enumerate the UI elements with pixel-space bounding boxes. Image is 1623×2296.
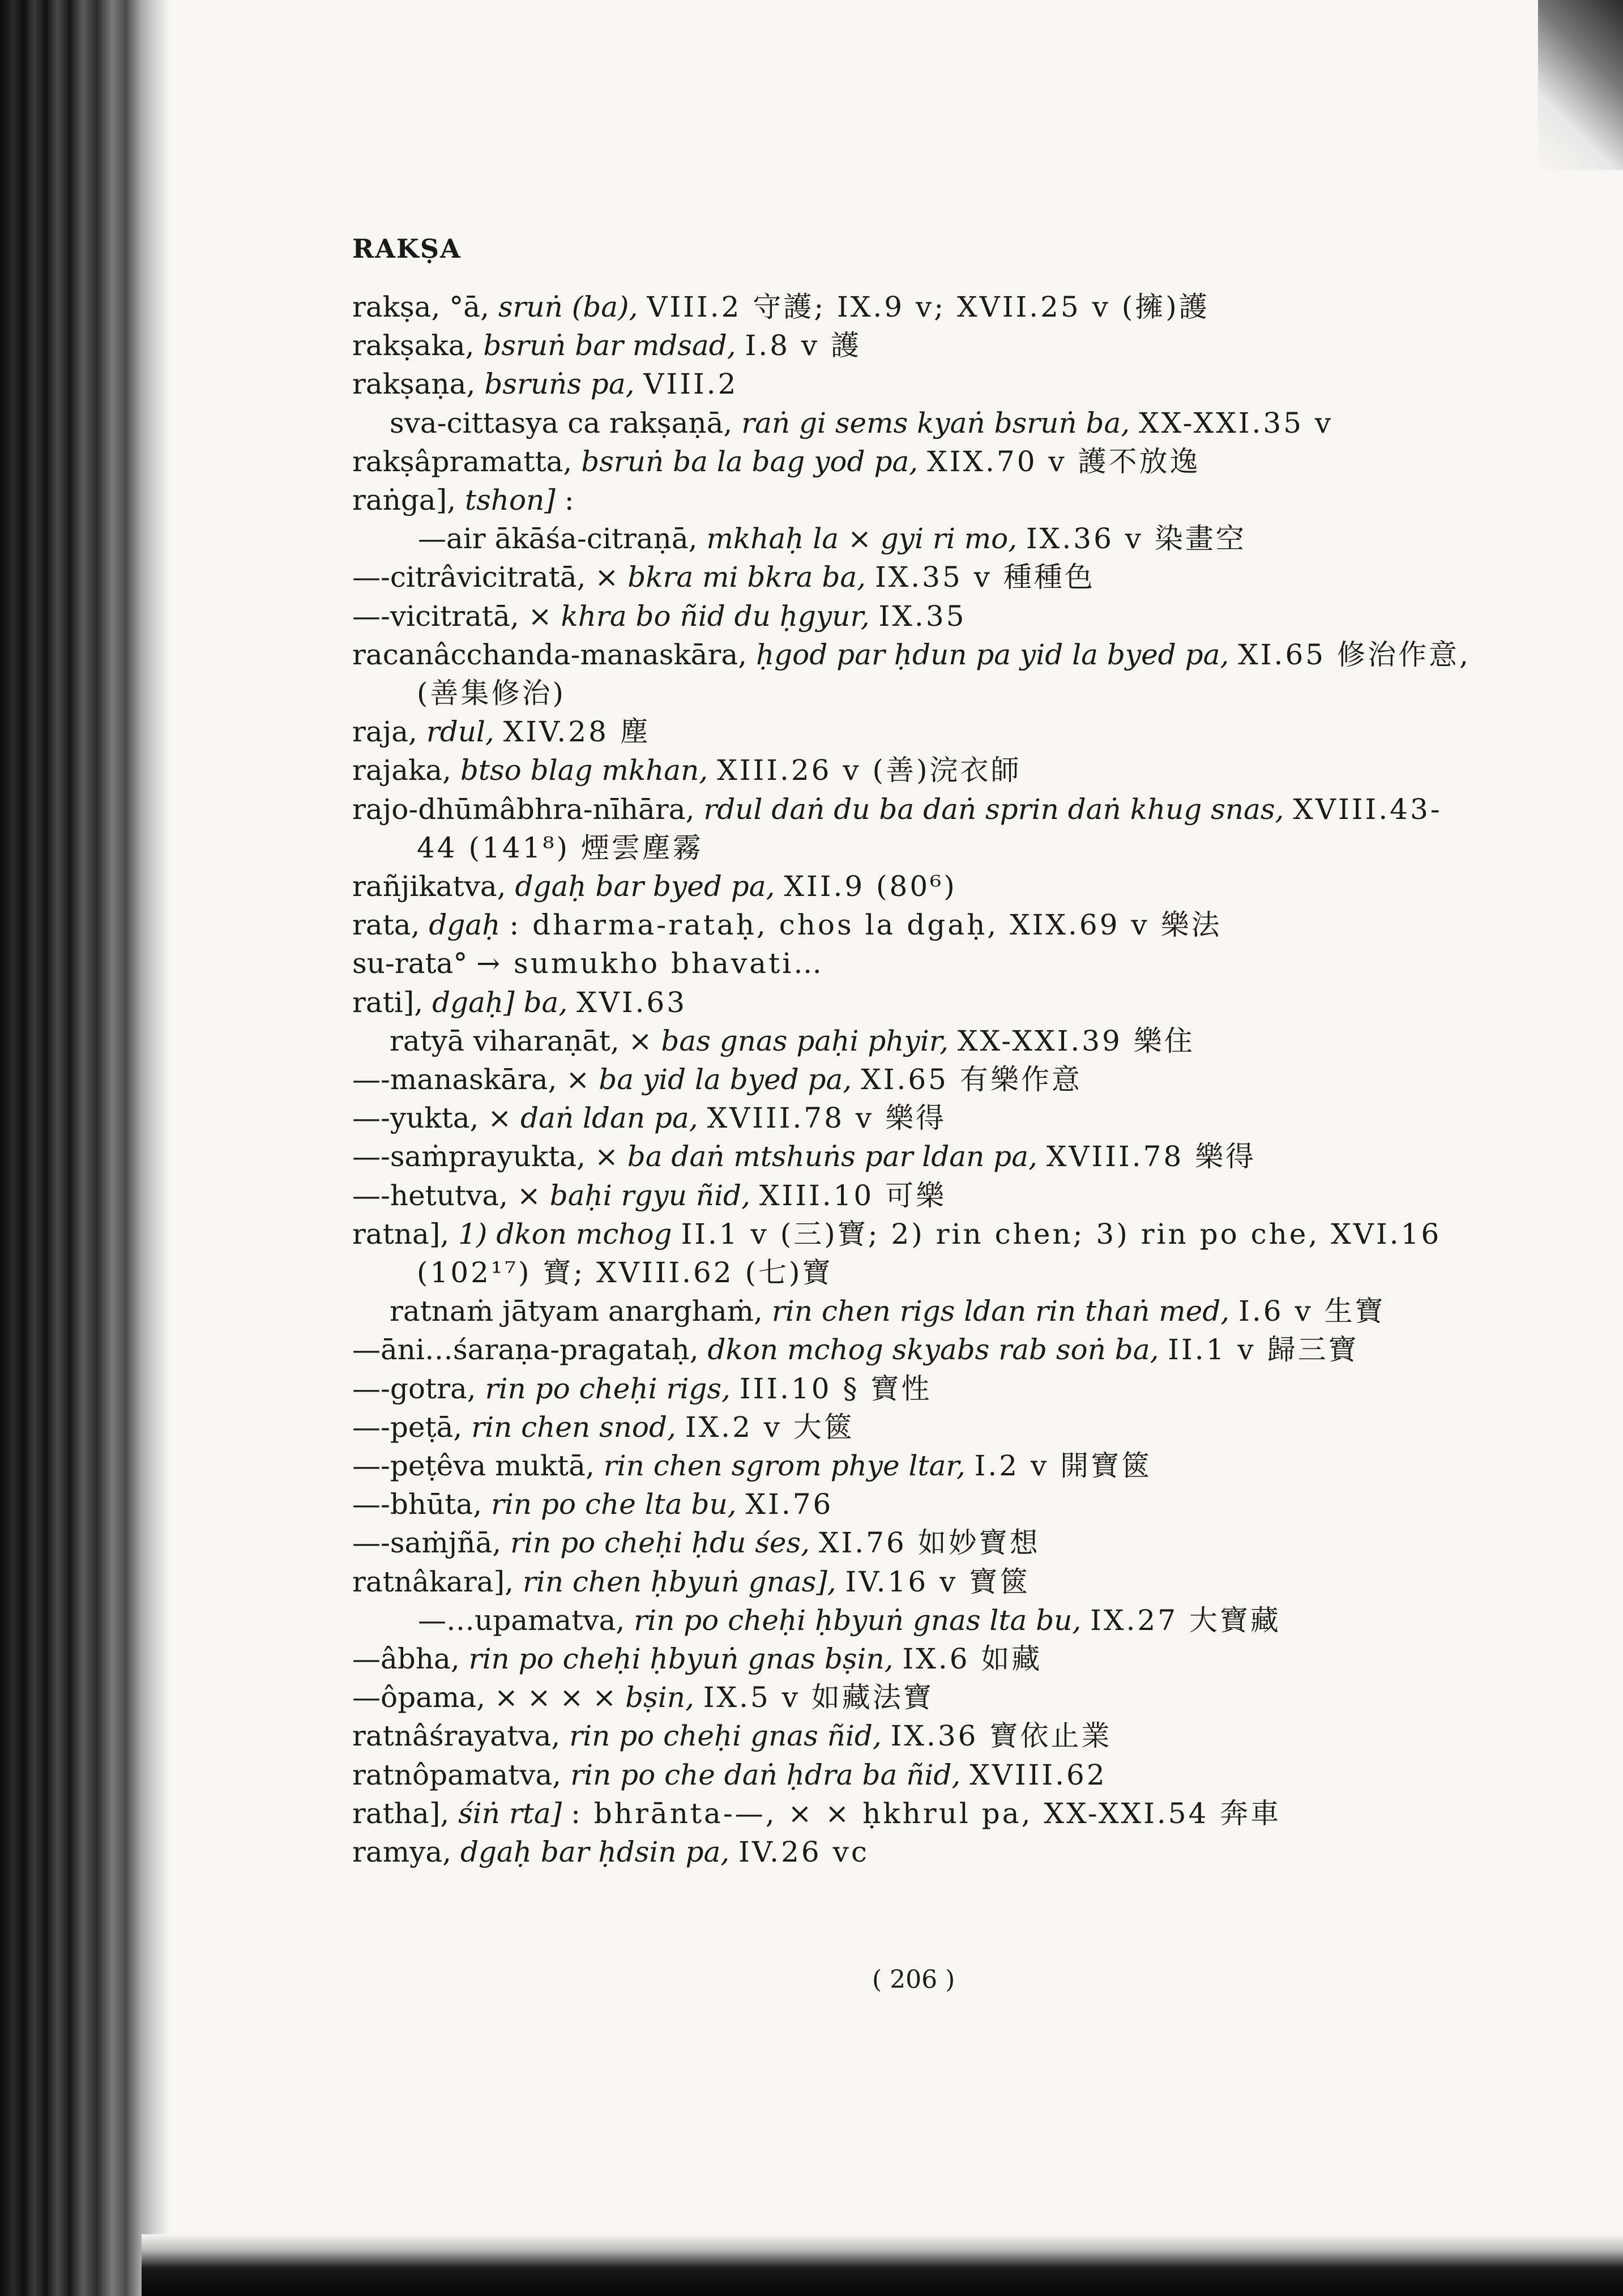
reference-and-chinese: XI.76 [745,1488,834,1521]
reference-and-chinese: XII.9 (80⁶) [784,870,957,903]
entry-line [352,1640,1490,1678]
entry-line [352,1330,1490,1369]
entry-line [352,1678,1490,1717]
tibetan-equivalent: bsruṅs pa, [484,368,644,401]
tibetan-equivalent: rin po cheḥi ḥdu śes, [510,1526,819,1560]
entry-line [352,635,1490,674]
tibetan-equivalent: dkon mchog skyabs rab soṅ ba, [707,1333,1168,1367]
tibetan-equivalent: × baḥi rgyu ñid, [516,1179,759,1212]
sanskrit-term: rati], [352,985,433,1019]
entry-line [352,1485,1490,1523]
tibetan-equivalent: rin chen sgrom phye ltar, [603,1449,975,1482]
entry-line [352,1563,1490,1601]
reference-and-chinese: IX.36 寶依止業 [890,1719,1112,1753]
entry-line [352,1833,1490,1871]
reference-and-chinese: XIX.70 v 護不放逸 [927,445,1201,478]
sanskrit-term: rañjikatva, [352,870,515,903]
sanskrit-term: —-peṭā, [352,1410,472,1444]
reference-and-chinese: XVIII.43- [1293,792,1442,826]
entry-line [352,597,1490,635]
tibetan-equivalent: bsruṅ ba la bag yod pa, [581,445,928,478]
sanskrit-term: rajo-dhūmâbhra-nīhāra, [352,792,704,826]
tibetan-equivalent: rin po che lta bu, [491,1488,746,1521]
tibetan-equivalent: × bas gnas paḥi phyir, [628,1024,958,1057]
sanskrit-term: —-saṁjñā, [352,1526,511,1560]
tibetan-equivalent: rin po cheḥi rigs, [485,1372,740,1405]
reference-and-chinese: IX.27 大寶藏 [1090,1603,1281,1637]
sanskrit-term: ratnôpamatva, [352,1758,571,1791]
reference-and-chinese: XVI.63 [576,985,687,1019]
sanskrit-term: —-peṭêva muktā, [352,1449,604,1482]
sanskrit-term: —-vicitratā, [352,599,528,633]
reference-and-chinese: XI.65 有樂作意 [861,1063,1082,1096]
entry-line [390,1292,1528,1330]
tibetan-equivalent: śiṅ rta] [458,1796,571,1830]
sanskrit-term: —-saṁprayukta, [352,1140,595,1173]
entry-line [352,1446,1490,1485]
sanskrit-term: ratnaṁ jātyam anarghaṁ, [390,1295,772,1328]
sanskrit-term: rakṣâpramatta, [352,445,582,478]
entry-line [352,983,1490,1022]
tibetan-equivalent: rin po cheḥi ḥbyuṅ gnas bṣin, [468,1642,903,1675]
reference-and-chinese: IX.2 v 大篋 [685,1410,855,1444]
tibetan-equivalent: rin chen ḥbyuṅ gnas], [522,1565,845,1598]
reference-and-chinese: IV.26 vc [738,1836,869,1868]
sanskrit-term: rajaka, [352,754,460,787]
sanskrit-term: rakṣaṇa, [352,368,485,401]
reference-and-chinese: IX.36 v 染畫空 [1026,522,1246,556]
reference-and-chinese: I.2 v 開寶篋 [974,1449,1152,1482]
tibetan-equivalent: × bkra mi bkra ba, [595,561,875,594]
entry-line [352,712,1490,751]
entry-line [352,1215,1490,1253]
entry-line [390,1022,1528,1060]
tibetan-equivalent: dgaḥ] ba, [432,985,577,1019]
entry-line [352,1523,1490,1562]
sanskrit-term: —-bhūta, [352,1488,491,1521]
entry-line [390,404,1528,442]
tibetan-equivalent: × ba yid la byed pa, [566,1063,861,1096]
sanskrit-term: raṅga], [352,484,465,517]
tibetan-equivalent: rin chen snod, [471,1410,685,1444]
tibetan-equivalent: dgaḥ bar ḥdsin pa, [460,1836,739,1868]
reference-and-chinese: XVIII.62 [969,1758,1107,1791]
reference-and-chinese: IV.16 v 寶篋 [845,1565,1031,1598]
tibetan-equivalent: rin chen rigs ldan rin thaṅ med, [771,1295,1239,1328]
sanskrit-term: ratnâśrayatva, [352,1719,570,1753]
sanskrit-term: ratnâkara], [352,1565,523,1598]
sanskrit-term: rata, [352,908,429,942]
tibetan-equivalent: rin po cheḥi gnas ñid, [569,1719,891,1753]
reference-and-chinese: XX-XXI.35 v [1139,406,1334,439]
entry-line [352,1717,1490,1755]
entry-line [352,751,1490,789]
sanskrit-term: ratyā viharaṇāt, [390,1024,629,1057]
reference-and-chinese: 44 (141⁸) 煙雲塵霧 [417,831,703,864]
tibetan-equivalent: sruṅ (ba), [498,291,647,323]
tibetan-equivalent: rin po che daṅ ḥdra ba ñid, [570,1758,970,1791]
entry-line [352,1794,1490,1833]
tibetan-equivalent: × daṅ ldan pa, [488,1102,707,1135]
reference-and-chinese: XIII.26 v (善)浣衣師 [717,754,1022,787]
sanskrit-term: ratna], [352,1217,459,1251]
reference-and-chinese: (102¹⁷) 寶; XVIII.62 (七)寶 [417,1256,833,1289]
reference-and-chinese: II.1 v (三)寶; 2) rin chen; 3) rin po che, XVI.16 [681,1217,1442,1251]
tibetan-equivalent: × ba daṅ mtshuṅs par ldan pa, [594,1140,1047,1173]
sanskrit-term: —-gotra, [352,1372,485,1405]
tibetan-equivalent: mkhaḥ la × gyi ri mo, [706,522,1027,556]
reference-and-chinese: IX.35 v 種種色 [874,561,1095,594]
tibetan-equivalent: ḥgod par ḥdun pa yid la byed pa, [755,638,1238,671]
reference-and-chinese: : bhrānta-—, × × ḥkhrul pa, XX-XXI.54 奔車 [571,1796,1282,1830]
entry-line [352,1756,1490,1794]
sanskrit-term: —-hetutva, [352,1179,517,1212]
tibetan-equivalent: dgaḥ [429,908,510,942]
entry-line [418,519,1556,558]
entry-line [418,1601,1556,1640]
sanskrit-term: —ôpama, [352,1681,494,1714]
entry-line [352,481,1490,519]
tibetan-equivalent: rdul, [426,715,503,749]
sanskrit-term: ratha], [352,1796,459,1830]
sanskrit-term: —-yukta, [352,1102,488,1135]
sanskrit-term: —air ākāśa-citraṇā, [418,522,707,556]
reference-and-chinese: → sumukho bhavati… [476,947,825,980]
entry-line [352,288,1490,326]
entry-line [352,1060,1490,1099]
tibetan-equivalent: raṅ gi sems kyaṅ bsruṅ ba, [741,406,1139,439]
reference-and-chinese: XIII.10 可樂 [759,1179,947,1212]
sanskrit-term: raja, [352,715,426,749]
reference-and-chinese: XVIII.78 樂得 [1046,1140,1257,1173]
sanskrit-term: ramya, [352,1836,460,1868]
reference-and-chinese: VIII.2 守護; IX.9 v; XVII.25 v (擁)護 [647,291,1210,323]
entry-line [417,674,566,712]
sanskrit-term: —…upamatva, [418,1603,634,1637]
sanskrit-term: —-citrâvicitratā, [352,561,595,594]
entry-line [352,867,1490,906]
tibetan-equivalent: dgaḥ bar byed pa, [515,870,784,903]
tibetan-equivalent: 1) dkon mchog [458,1217,681,1251]
sanskrit-term: —-manaskāra, [352,1063,566,1096]
reference-and-chinese: XIV.28 塵 [503,715,651,749]
tibetan-equivalent: rdul daṅ du ba daṅ sprin daṅ khug snas, [703,792,1293,826]
entry-line [352,790,1490,829]
reference-and-chinese: I.8 v 護 [745,329,862,362]
reference-and-chinese: : [564,484,576,517]
entry-line [417,829,703,867]
reference-and-chinese: XVIII.78 v 樂得 [707,1102,947,1135]
reference-and-chinese: IX.5 v 如藏法寶 [703,1681,934,1714]
tibetan-equivalent: tshon] [465,484,565,517]
tibetan-equivalent: rin po cheḥi ḥbyuṅ gnas lta bu, [634,1603,1091,1637]
running-head: RAKṢA [352,233,462,264]
sanskrit-term: racanâcchanda-manaskāra, [352,638,756,671]
entry-line [352,365,1490,403]
sanskrit-term: sva-cittasya ca rakṣaṇā, [390,406,742,439]
tibetan-equivalent: btso blag mkhan, [460,754,717,787]
entry-line [352,1176,1490,1215]
reference-and-chinese: XI.65 修治作意, [1238,638,1471,671]
reference-and-chinese: IX.35 [878,599,967,633]
reference-and-chinese: I.6 v 生寶 [1238,1295,1386,1328]
entry-line [352,558,1490,596]
reference-and-chinese: VIII.2 [643,368,738,401]
entry-line [352,1369,1490,1408]
reference-and-chinese: III.10 § 寶性 [739,1372,932,1405]
reference-and-chinese: (善集修治) [417,677,566,710]
entry-line [352,1137,1490,1176]
reference-and-chinese: XI.76 如妙寶想 [818,1526,1040,1560]
tibetan-equivalent: bsruṅ bar mdsad, [483,329,745,362]
tibetan-equivalent: × khra bo ñid du ḥgyur, [528,599,879,633]
reference-and-chinese: IX.6 如藏 [902,1642,1043,1675]
sanskrit-term: su-rata° [352,947,477,980]
entry-line [352,906,1490,944]
sanskrit-term: —âbha, [352,1642,469,1675]
sanskrit-term: rakṣa, °ā, [352,291,498,323]
entry-line [352,944,1490,983]
entry-line [352,1099,1490,1137]
reference-and-chinese: XX-XXI.39 樂住 [957,1024,1195,1057]
sanskrit-term: rakṣaka, [352,329,484,362]
entry-line [417,1253,833,1292]
tibetan-equivalent: × × × × bṣin, [494,1681,703,1714]
entry-line [352,442,1490,481]
entry-line [352,1408,1490,1446]
reference-and-chinese: II.1 v 歸三寶 [1168,1333,1359,1367]
reference-and-chinese: : dharma-rataḥ, chos la dgaḥ, XIX.69 v 樂法 [509,908,1222,942]
sanskrit-term: —āni…śaraṇa-pragataḥ, [352,1333,708,1367]
entry-line [352,326,1490,365]
page-number: ( 206 ) [872,1965,955,1994]
